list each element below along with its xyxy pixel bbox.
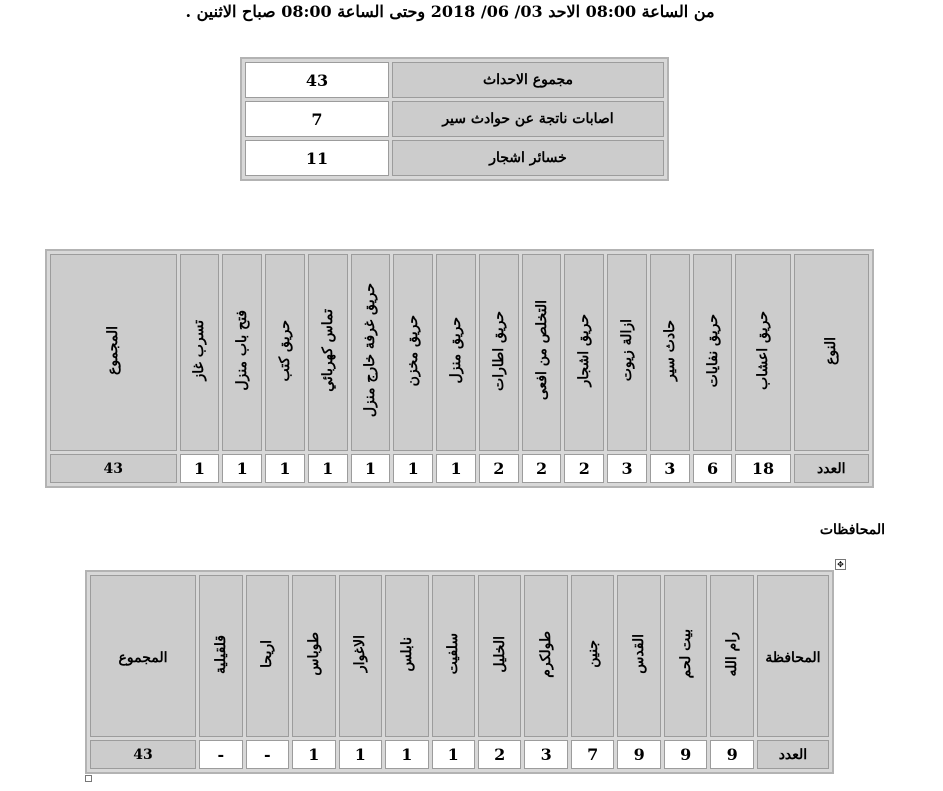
column-header-cell	[650, 254, 690, 451]
summary-label: خسائر اشجار	[392, 140, 664, 176]
count-cell: -	[199, 740, 242, 769]
count-cell: 1	[351, 454, 391, 483]
count-cell: 2	[522, 454, 562, 483]
column-header-cell-text: اريحا	[259, 640, 276, 668]
table-resize-handle[interactable]	[85, 775, 92, 782]
column-header-cell-text: ازالة زيوت	[619, 319, 636, 382]
total-header-cell-text: المجموع	[118, 649, 168, 666]
column-header-cell	[617, 575, 660, 737]
column-header-cell-text: حريق غرفة خارج منزل	[362, 283, 379, 418]
summary-value: 11	[245, 140, 389, 176]
row-header-cell	[794, 254, 869, 451]
column-header-cell-text: حريق كتب	[276, 319, 293, 382]
column-header-cell	[351, 254, 391, 451]
column-header-cell-text: القدس	[631, 634, 648, 674]
row-header-cell-text: النوع	[823, 336, 840, 365]
column-header-cell	[339, 575, 382, 737]
count-cell: 3	[650, 454, 690, 483]
summary-row	[245, 101, 664, 137]
count-label-cell: العدد	[794, 454, 869, 483]
incident-types-table	[45, 249, 874, 488]
column-header-cell-text: قلقيلية	[212, 634, 229, 674]
column-header-cell-text: التخلص من افعى	[533, 300, 550, 401]
report-period-headline: من الساعة 08:00 الاحد 03/ 06/ 2018 وحتى الساعة 08:00 صباح الاثنين .	[185, 2, 715, 21]
total-value-cell: 43	[50, 454, 177, 483]
count-cell: 9	[710, 740, 753, 769]
count-cell: 1	[265, 454, 305, 483]
column-header-cell	[308, 254, 348, 451]
column-header-cell-text: فتح باب منزل	[234, 310, 251, 391]
summary-row	[245, 62, 664, 98]
column-header-cell-text: حريق نفايات	[704, 313, 721, 388]
column-header-cell	[479, 254, 519, 451]
summary-table	[240, 57, 669, 181]
column-header-cell	[180, 254, 220, 451]
summary-row	[245, 140, 664, 176]
column-header-cell-text: بيت لحم	[677, 629, 694, 679]
column-header-cell-text: طولكرم	[538, 630, 555, 678]
count-cell: 3	[524, 740, 567, 769]
governorates-section-title: المحافظات	[819, 522, 885, 538]
column-header-cell-text: حريق اعشاب	[755, 310, 772, 390]
column-header-cell	[199, 575, 242, 737]
row-header-cell-text: المحافظة	[765, 649, 821, 666]
column-header-cell-text: تماس كهربائي	[319, 309, 336, 392]
row-header-cell	[757, 575, 829, 737]
column-header-cell	[222, 254, 262, 451]
total-value-cell: 43	[90, 740, 196, 769]
count-cell: 1	[436, 454, 476, 483]
column-header-cell	[385, 575, 428, 737]
total-header-cell	[50, 254, 177, 451]
count-cell: 9	[617, 740, 660, 769]
column-header-cell-text: نابلس	[398, 636, 415, 672]
count-cell: 2	[564, 454, 604, 483]
column-header-cell	[564, 254, 604, 451]
column-header-cell-text: تسرب غاز	[191, 320, 208, 381]
column-header-cell	[246, 575, 289, 737]
summary-value: 43	[245, 62, 389, 98]
move-handle-icon[interactable]: ✥	[835, 559, 846, 570]
column-header-cell-text: الاغوار	[352, 635, 369, 673]
column-header-cell	[524, 575, 567, 737]
count-cell: 2	[478, 740, 521, 769]
column-header-cell-text: جنين	[584, 640, 601, 668]
column-header-cell	[607, 254, 647, 451]
column-header-cell-text: حريق اشجار	[576, 314, 593, 387]
column-header-cell-text: حريق اطارات	[490, 310, 507, 391]
count-cell: 18	[735, 454, 790, 483]
column-header-cell	[693, 254, 733, 451]
governorates-table	[85, 570, 834, 774]
total-header-cell-text: المجموع	[105, 326, 122, 375]
column-header-cell	[735, 254, 790, 451]
count-cell: 9	[664, 740, 707, 769]
count-cell: 1	[432, 740, 475, 769]
count-cell: -	[246, 740, 289, 769]
summary-label: اصابات ناتجة عن حوادث سير	[392, 101, 664, 137]
column-header-cell	[664, 575, 707, 737]
column-header-cell	[710, 575, 753, 737]
total-header-cell	[90, 575, 196, 737]
column-header-cell	[478, 575, 521, 737]
count-cell: 1	[385, 740, 428, 769]
column-header-cell-text: حادث سير	[661, 320, 678, 381]
count-cell: 1	[222, 454, 262, 483]
count-cell: 6	[693, 454, 733, 483]
column-header-cell	[571, 575, 614, 737]
summary-label: مجموع الاحداث	[392, 62, 664, 98]
column-header-cell	[265, 254, 305, 451]
count-cell: 1	[180, 454, 220, 483]
count-cell: 1	[393, 454, 433, 483]
count-cell: 1	[339, 740, 382, 769]
count-label-cell: العدد	[757, 740, 829, 769]
column-header-cell-text: حريق منزل	[448, 317, 464, 384]
column-header-cell	[436, 254, 476, 451]
column-header-cell-text: رام الله	[724, 631, 741, 677]
count-cell: 1	[308, 454, 348, 483]
count-cell: 7	[571, 740, 614, 769]
count-cell: 1	[292, 740, 335, 769]
column-header-cell	[292, 575, 335, 737]
count-cell: 2	[479, 454, 519, 483]
column-header-cell	[393, 254, 433, 451]
column-header-cell	[522, 254, 562, 451]
column-header-cell	[432, 575, 475, 737]
column-header-cell-text: طوباس	[305, 632, 322, 676]
column-header-cell-text: حريق مخزن	[405, 314, 422, 387]
count-cell: 3	[607, 454, 647, 483]
column-header-cell-text: سلفيت	[445, 633, 462, 675]
summary-value: 7	[245, 101, 389, 137]
column-header-cell-text: الخليل	[491, 635, 508, 673]
